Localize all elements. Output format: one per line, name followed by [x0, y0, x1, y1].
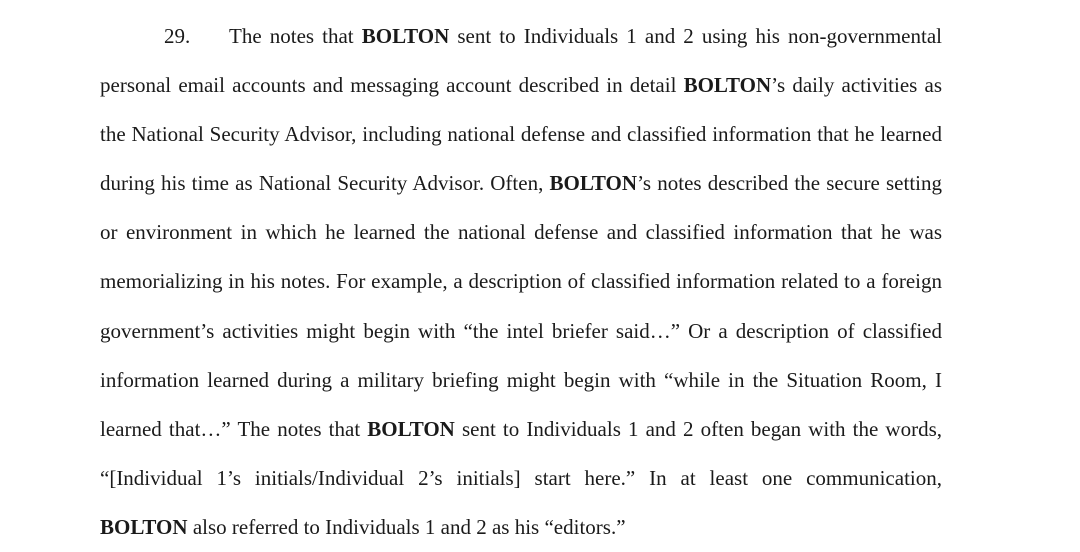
text-line	[100, 405, 942, 454]
text-run: “[Individual 1’s initials/Individual 2’s initials] start here.” In at least one communication,	[100, 465, 942, 490]
text-run: personal email accounts and messaging account described in detail	[100, 73, 684, 98]
text-line	[100, 61, 942, 110]
bold-name: BOLTON	[361, 24, 450, 48]
text-run: learned that…” The notes that	[100, 416, 368, 441]
text-run: ’s notes described the secure setting	[637, 171, 943, 196]
paragraph-number: 29.	[164, 24, 191, 48]
text-run: sent to Individuals 1 and 2 using his non-governmental	[449, 24, 942, 48]
text-run: memorializing in his notes. For example, a description of classified information related to a foreign	[100, 269, 942, 294]
text-line	[100, 503, 942, 552]
text-run: information learned during a military briefing might begin with “while in the Situation Room, I	[100, 367, 942, 392]
text-line	[100, 307, 942, 356]
bold-name: BOLTON	[100, 514, 188, 539]
text-run: ’s daily activities as	[771, 73, 942, 98]
paragraph-29	[100, 12, 942, 552]
text-run: also referred to Individuals 1 and 2 as his “editors.”	[187, 514, 626, 539]
text-run: government’s activities might begin with “the intel briefer said…” Or a description of classified	[100, 318, 942, 343]
text-line	[100, 110, 942, 159]
bold-name: BOLTON	[367, 416, 455, 441]
text-run: or environment in which he learned the national defense and classified information that he was	[100, 220, 942, 245]
text-line	[100, 208, 942, 257]
text-line	[100, 454, 942, 503]
text-line	[100, 12, 942, 61]
bold-name: BOLTON	[683, 73, 772, 98]
text-line	[100, 356, 942, 405]
text-run: The notes that	[229, 24, 362, 48]
text-run: the National Security Advisor, including national defense and classified information that he learned	[100, 122, 942, 147]
text-line	[100, 257, 942, 306]
text-run: during his time as National Security Advisor. Often,	[100, 171, 550, 196]
text-run: sent to Individuals 1 and 2 often began with the words,	[454, 416, 943, 441]
bold-name: BOLTON	[549, 171, 638, 196]
text-line	[100, 159, 942, 208]
